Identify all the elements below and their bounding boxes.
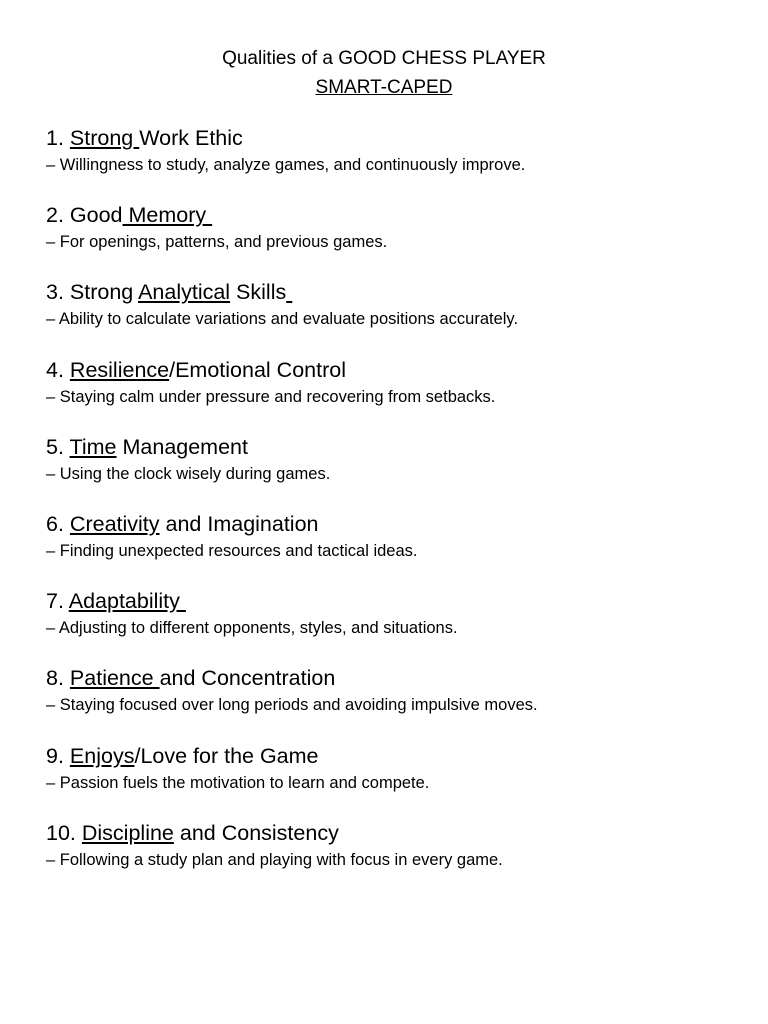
quality-heading bbox=[46, 431, 746, 463]
quality-heading-segment: Patience bbox=[69, 666, 160, 691]
quality-item bbox=[46, 508, 746, 585]
quality-heading-segment: and Consistency bbox=[173, 820, 339, 845]
quality-heading-segment: /Love for the Game bbox=[134, 743, 319, 768]
quality-item bbox=[46, 199, 746, 276]
quality-number: 5. bbox=[46, 434, 64, 459]
quality-heading bbox=[46, 354, 746, 386]
quality-heading-segment: Time bbox=[69, 434, 117, 459]
document-header bbox=[0, 44, 768, 102]
quality-heading-segment: and Concentration bbox=[159, 666, 336, 691]
quality-heading-segment: Enjoys bbox=[69, 743, 135, 768]
quality-heading bbox=[46, 740, 746, 772]
quality-heading-segment: Memory bbox=[122, 203, 213, 228]
quality-heading-segment: Creativity bbox=[69, 511, 160, 536]
quality-item bbox=[46, 276, 746, 353]
quality-heading-segment: Resilience bbox=[69, 357, 170, 382]
quality-heading bbox=[46, 662, 746, 694]
quality-description: – Following a study plan and playing with focus in every game. bbox=[46, 850, 503, 869]
quality-heading-segment: Skills bbox=[230, 280, 287, 305]
quality-description: – Staying focused over long periods and avoiding impulsive moves. bbox=[46, 696, 538, 715]
quality-item bbox=[46, 817, 746, 894]
quality-number: 4. bbox=[46, 357, 64, 382]
quality-number: 10. bbox=[46, 820, 76, 845]
quality-heading bbox=[46, 199, 746, 231]
quality-heading bbox=[46, 817, 746, 849]
quality-item bbox=[46, 431, 746, 508]
quality-number: 9. bbox=[46, 743, 64, 768]
qualities-list bbox=[46, 122, 746, 894]
quality-description: – Willingness to study, analyze games, and continuously improve. bbox=[46, 156, 526, 174]
quality-number: 7. bbox=[46, 589, 64, 614]
quality-item bbox=[46, 740, 746, 817]
quality-heading bbox=[46, 508, 746, 540]
document-title: Qualities of a GOOD CHESS PLAYER bbox=[222, 48, 546, 69]
quality-description: – Finding unexpected resources and tactical ideas. bbox=[46, 541, 418, 560]
document-subtitle: SMART-CAPED bbox=[315, 77, 453, 98]
quality-description: – Ability to calculate variations and evaluate positions accurately. bbox=[46, 310, 519, 329]
quality-description: – Adjusting to different opponents, styles, and situations. bbox=[46, 619, 458, 638]
quality-heading bbox=[46, 585, 746, 617]
quality-description: – Staying calm under pressure and recovering from setbacks. bbox=[46, 387, 496, 406]
quality-number: 6. bbox=[46, 511, 64, 536]
quality-heading bbox=[46, 122, 746, 154]
quality-number: 2. bbox=[46, 203, 64, 228]
quality-number: 3. bbox=[46, 280, 64, 305]
quality-description: – Using the clock wisely during games. bbox=[46, 464, 331, 483]
quality-item bbox=[46, 354, 746, 431]
quality-item bbox=[46, 585, 746, 662]
quality-description: – For openings, patterns, and previous games. bbox=[46, 233, 388, 252]
quality-heading-segment: Work Ethic bbox=[139, 126, 243, 150]
quality-heading-segment: Analytical bbox=[138, 280, 231, 305]
quality-heading-segment: /Emotional Control bbox=[169, 357, 346, 382]
quality-item bbox=[46, 122, 746, 199]
quality-description: – Passion fuels the motivation to learn and compete. bbox=[46, 773, 430, 792]
quality-number: 8. bbox=[46, 666, 64, 691]
quality-heading-segment: Discipline bbox=[81, 820, 174, 845]
quality-item bbox=[46, 662, 746, 739]
quality-heading-segment: Adaptability bbox=[68, 589, 186, 614]
quality-heading-segment: Strong bbox=[69, 126, 140, 150]
quality-number: 1. bbox=[46, 126, 64, 150]
quality-heading-segment: Good bbox=[69, 203, 123, 228]
quality-heading-segment: and Imagination bbox=[159, 511, 319, 536]
quality-heading bbox=[46, 276, 746, 308]
quality-heading-segment bbox=[286, 280, 292, 304]
quality-heading-segment: Strong bbox=[69, 280, 139, 305]
quality-heading-segment: Management bbox=[116, 434, 248, 459]
